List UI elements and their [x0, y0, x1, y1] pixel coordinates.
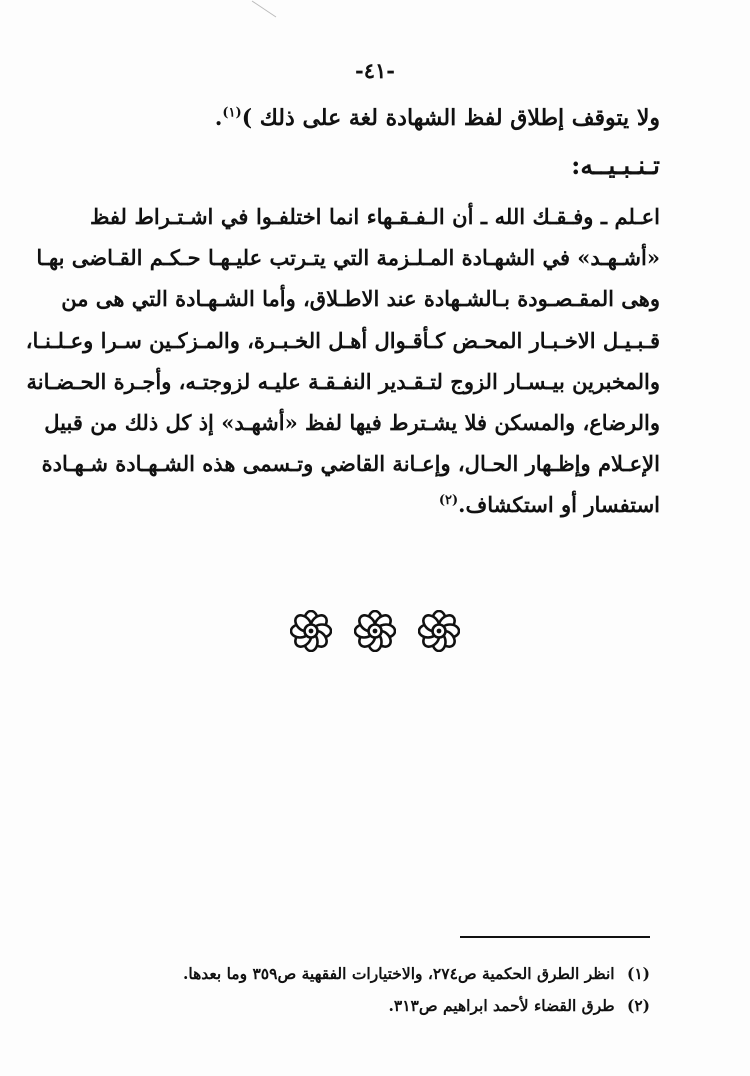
body-line: والرضاع، والمسكن فلا يشـترط فيها لفظ «أشهـد» إذ كل ذلك من قبيل — [44, 409, 660, 435]
ornament-divider — [0, 610, 750, 652]
intro-line-end: . — [214, 105, 223, 131]
footnote-divider — [460, 936, 650, 938]
section-heading: تـنـبـيــه: — [571, 151, 660, 180]
footnote-mark-2: (٢) — [438, 493, 459, 509]
body-paragraph — [25, 196, 660, 526]
body-line: الإعـلام وإظـهار الحـال، وإعـانة القاضي وتـسمى هذه الشـهـادة شـهـادة — [41, 451, 660, 477]
body-last-line-text: استفسار أو استكشاف. — [458, 492, 660, 518]
flower-ornament-icon — [290, 610, 332, 652]
body-line: والمخبرين بيـسـار الزوج لتـقـدير النفـقـة عليـه لزوجتـه، وأجـرة الحـضـانة — [26, 368, 660, 394]
page-number: -٤١- — [355, 58, 395, 83]
body-last-line — [90, 484, 660, 525]
footnote-number: (١) — [626, 964, 650, 983]
intro-line — [90, 98, 660, 138]
intro-line-text: ولا يتوقف إطلاق لفظ الشهادة لغة على ذلك ) — [241, 105, 660, 131]
footnote-item — [90, 958, 650, 990]
body-line: اعـلم ـ وفـقـك الله ـ أن الـفـقـهاء انما اختلفـوا في اشـتـراط لفظ — [90, 204, 660, 229]
flower-ornament-icon — [418, 610, 460, 652]
footnote-item — [90, 990, 650, 1022]
footnote-mark-1: (١) — [222, 105, 242, 121]
footnote-text: طرق القضاء لأحمد ابراهيم ص٣١٣. — [388, 996, 615, 1015]
scan-mark-icon — [250, 0, 280, 20]
footnotes — [90, 958, 650, 1022]
body-line: وهى المقـصـودة بـالشـهادة عند الاطـلاق، وأما الشـهـادة التي هى من — [61, 286, 660, 312]
flower-ornament-icon — [354, 610, 396, 652]
body-line: «أشـهـد» في الشهـادة المـلـزمة التي يتـرتب عليـهـا حـكـم القـاضى بهـا — [36, 245, 660, 271]
body-line: قـبـيـل الاخـبـار المحـض كـأقـوال أهـل الخـبـرة، والمـزكـين سـرا وعـلـنـا، — [25, 327, 660, 353]
footnote-number: (٢) — [626, 996, 650, 1015]
footnote-text: انظر الطرق الحكمية ص٢٧٤، والاختيارات الفقهية ص٣٥٩ وما بعدها. — [182, 964, 615, 983]
